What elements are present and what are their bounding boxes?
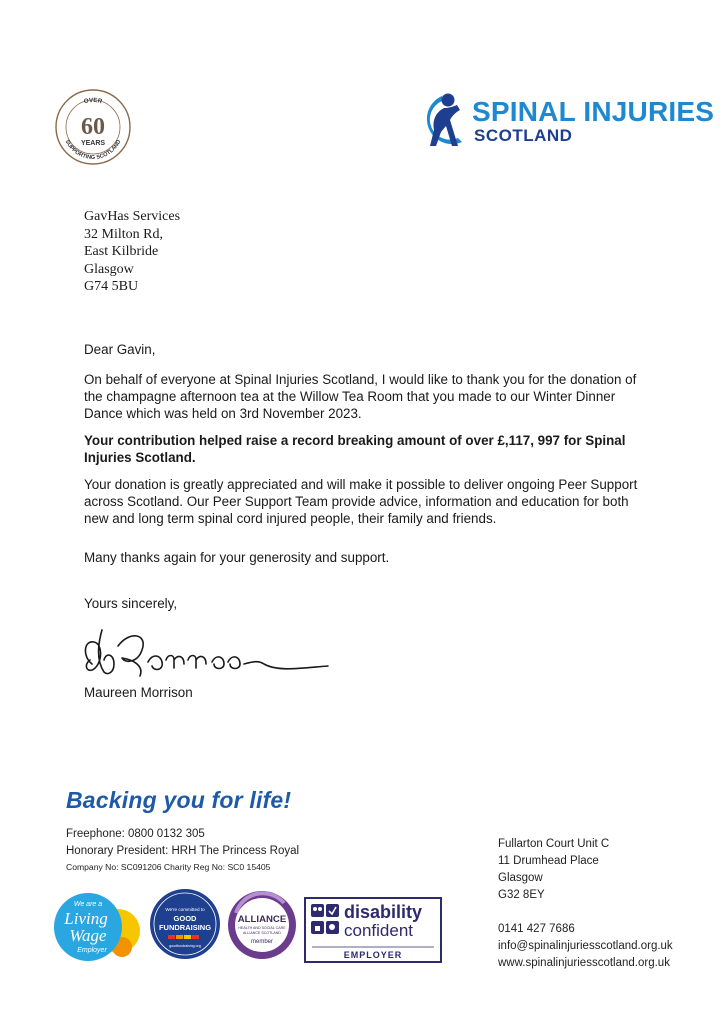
address-line: GavHas Services	[84, 209, 181, 224]
alliance-line1: ALLIANCE	[237, 914, 287, 925]
org-phone: 0141 427 7686	[498, 923, 575, 935]
good-fundraising-line2: GOOD	[173, 914, 197, 923]
good-fundraising-line3: FUNDRAISING	[158, 923, 212, 932]
org-address-line: 11 Drumhead Place	[498, 855, 599, 867]
body-paragraph-peer-support: Your donation is greatly appreciated and will make it possible to deliver ongoing Peer Support across Scotland. Our Peer Support Team provide advice, information and education for both new and long term spinal cord injured people, their family and friends.	[84, 477, 638, 526]
living-wage-line4: Employer	[77, 947, 107, 954]
alliance-line3: ALLIANCE SCOTLAND	[243, 931, 281, 935]
good-fundraising-line4: goodfundraising.org	[169, 944, 201, 948]
body-paragraph-many-thanks: Many thanks again for your generosity and support.	[84, 550, 390, 565]
body-paragraph-thanks: On behalf of everyone at Spinal Injuries Scotland, I would like to thank you for the donation of the champagne afternoon tea at the Willow Tea Room that you made to our Winter Dinner Dance which was held on 3rd November 2023.	[84, 372, 637, 421]
badge-number: 60	[81, 114, 105, 140]
organisation-contact-block	[498, 836, 673, 972]
address-line: Glasgow	[84, 261, 134, 277]
company-registration: Company No: SC091206 Charity Reg No: SC0 15405	[66, 862, 271, 872]
living-wage-line2: Living	[64, 909, 108, 928]
badge-bottom-text: SUPPORTING SCOTLAND	[63, 139, 123, 161]
badge-years: YEARS	[80, 140, 106, 147]
alliance-member-logo	[226, 889, 298, 961]
address-line: East Kilbride	[84, 244, 159, 259]
address-line: G74 5BU	[84, 279, 139, 294]
good-fundraising-logo	[148, 887, 222, 961]
disability-line1: disability	[344, 902, 423, 922]
badge-top-text: OVER	[83, 96, 103, 106]
freephone-number: Freephone: 0800 0132 305	[66, 828, 205, 840]
alliance-line2: HEALTH AND SOCIAL CARE	[238, 926, 286, 930]
org-address-line: Glasgow	[498, 872, 543, 884]
recipient-address	[84, 208, 180, 296]
org-address-line: Fullarton Court Unit C	[498, 838, 610, 850]
body-paragraph-record: Your contribution helped raise a record breaking amount of over £,117, 997 for Spinal Injuries Scotland.	[84, 433, 626, 465]
address-line: 32 Milton Rd,	[84, 226, 163, 242]
over-60-years-badge	[54, 88, 132, 166]
salutation: Dear Gavin,	[84, 342, 156, 357]
honorary-president: Honorary President: HRH The Princess Royal	[66, 845, 300, 857]
living-wage-line3: Wage	[69, 926, 107, 945]
disability-line3: EMPLOYER	[343, 950, 403, 960]
closing: Yours sincerely,	[84, 596, 178, 611]
org-address-line: G32 8EY	[498, 889, 545, 901]
alliance-line4: member	[250, 939, 274, 945]
living-wage-employer-logo	[52, 889, 142, 965]
good-fundraising-line1: We're committed to	[165, 907, 205, 912]
disability-confident-employer-logo	[304, 897, 442, 963]
logo-title: SPINAL INJURIES	[472, 96, 715, 127]
logo-subtitle: SCOTLAND	[474, 126, 573, 145]
handwritten-signature	[78, 620, 338, 690]
org-website: www.spinalinjuriesscotland.org.uk	[498, 957, 670, 969]
living-wage-line1: We are a	[73, 901, 103, 908]
spinal-injuries-figure-icon	[414, 90, 470, 152]
signer-name: Maureen Morrison	[84, 685, 193, 700]
disability-line2: confident	[344, 921, 413, 940]
org-email: info@spinalinjuriesscotland.org.uk	[498, 940, 673, 952]
tagline: Backing you for life!	[66, 787, 292, 813]
